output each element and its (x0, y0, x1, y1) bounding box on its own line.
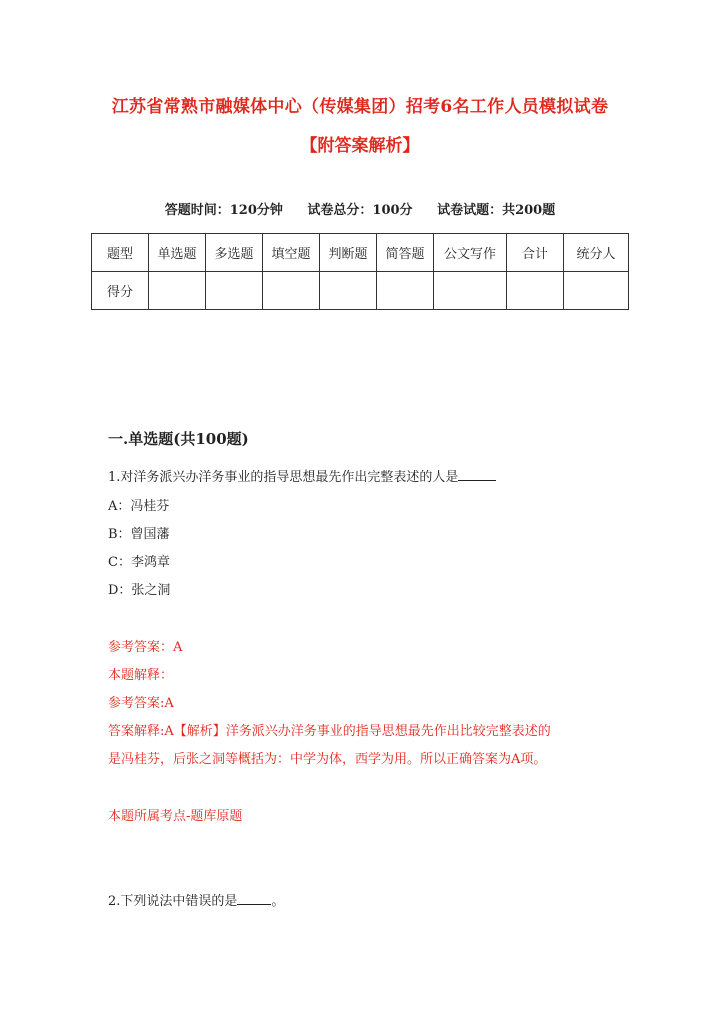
section-title: 一.单选题(共100题) (108, 430, 249, 448)
score-table-header-row (92, 234, 629, 272)
score-header-cell: 简答题 (377, 234, 434, 272)
exam-time: 答题时间：120分钟 (164, 203, 283, 218)
question-1-text: 1.对洋务派兴办洋务事业的指导思想最先作出完整表述的人是 (108, 470, 459, 485)
score-cell (206, 272, 263, 310)
score-header-cell: 判断题 (320, 234, 377, 272)
analysis-line-2: 是冯桂芬，后张之洞等概括为：中学为体，西学为用。所以正确答案为A项。 (108, 752, 547, 767)
option-b: B：曾国藩 (108, 527, 170, 542)
exam-total-score: 试卷总分：100分 (307, 203, 413, 218)
score-cell (434, 272, 507, 310)
score-table (91, 233, 629, 310)
option-a: A：冯桂芬 (108, 499, 170, 514)
score-cell (149, 272, 206, 310)
score-header-cell: 填空题 (263, 234, 320, 272)
question-2-suffix: 。 (271, 894, 285, 909)
score-row-label: 得分 (92, 272, 149, 310)
question-category: 本题所属考点-题库原题 (108, 809, 243, 824)
analysis-line-1: 答案解释:A【解析】洋务派兴办洋务事业的指导思想最先作出比较完整表述的 (108, 724, 551, 739)
score-header-cell: 统分人 (564, 234, 629, 272)
score-cell (564, 272, 629, 310)
score-header-cell: 合计 (507, 234, 564, 272)
question-2-stem (108, 890, 284, 909)
reference-answer: 参考答案：A (108, 640, 183, 655)
question-1-stem (108, 466, 496, 485)
score-header-cell: 题型 (92, 234, 149, 272)
score-cell (263, 272, 320, 310)
question-2-text: 2.下列说法中错误的是 (108, 894, 238, 909)
score-cell (320, 272, 377, 310)
reference-answer-2: 参考答案:A (108, 696, 174, 711)
option-d: D：张之洞 (108, 583, 171, 598)
page-subtitle: 【附答案解析】 (300, 136, 420, 156)
score-header-cell: 单选题 (149, 234, 206, 272)
score-cell (377, 272, 434, 310)
answer-blank (237, 892, 271, 905)
score-cell (507, 272, 564, 310)
exam-meta (0, 199, 720, 218)
page-title: 江苏省常熟市融媒体中心（传媒集团）招考6名工作人员模拟试卷 (111, 97, 609, 117)
answer-blank (458, 468, 496, 481)
explanation-label: 本题解释： (108, 668, 174, 683)
exam-question-count: 试卷试题：共200题 (437, 203, 556, 218)
score-header-cell: 公文写作 (434, 234, 507, 272)
score-table-row (92, 272, 629, 310)
score-header-cell: 多选题 (206, 234, 263, 272)
option-c: C：李鸿章 (108, 555, 170, 570)
